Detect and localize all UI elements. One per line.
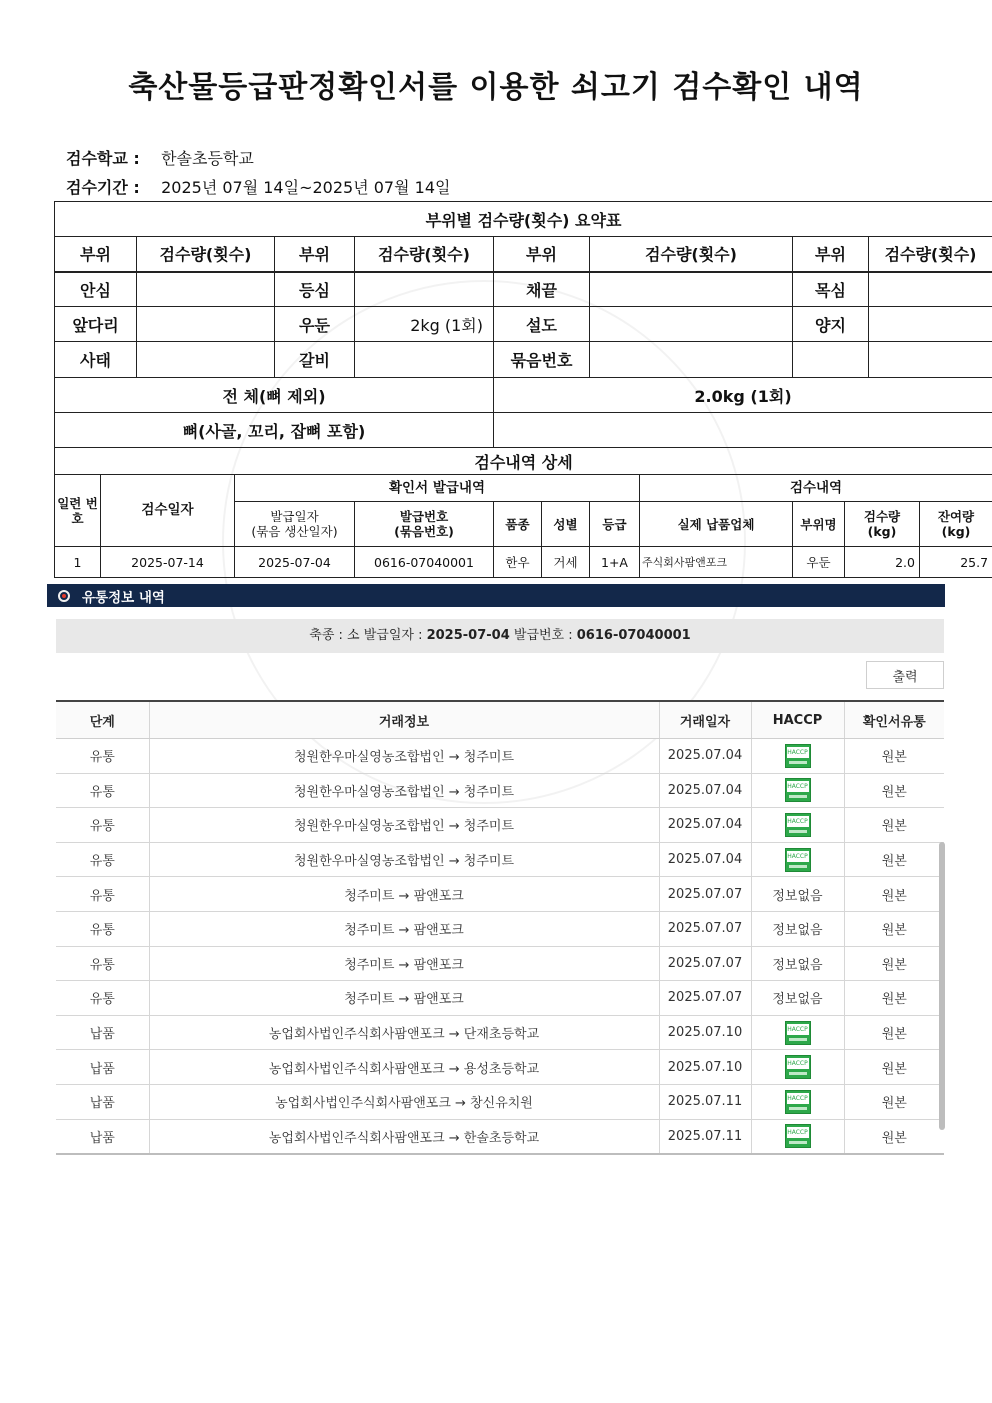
group-inspect: 검수내역 xyxy=(640,475,992,502)
col-issue-date xyxy=(235,502,355,547)
cert-cell: 원본 xyxy=(844,842,944,877)
part-cell: 우둔 xyxy=(793,547,845,578)
col-stage: 단계 xyxy=(56,701,149,739)
summary-mid: 발급번호 : xyxy=(509,628,577,643)
date-cell: 2025.07.07 xyxy=(659,911,751,946)
bone-label: 뼈(사골, 꼬리, 잡뼈 포함) xyxy=(55,413,494,448)
part-amount xyxy=(355,272,494,307)
part-amount xyxy=(590,342,793,378)
issue-no-cell: 0616-07040001 xyxy=(355,547,494,578)
detail-row xyxy=(55,547,992,578)
trade-cell: 청원한우마실영농조합법인 → 청주미트 xyxy=(149,808,659,843)
col-amount xyxy=(845,502,920,547)
part-amount xyxy=(137,272,275,307)
col-issue-no-sub: (묶음번호) xyxy=(394,524,454,539)
date-cell: 2025.07.10 xyxy=(659,1050,751,1085)
date-cell: 2025.07.11 xyxy=(659,1119,751,1154)
col-trade: 거래정보 xyxy=(149,701,659,739)
trade-cell: 청주미트 → 팜앤포크 xyxy=(149,946,659,981)
bone-value xyxy=(494,413,992,448)
haccp-icon xyxy=(785,1124,811,1148)
part-name: 설도 xyxy=(494,307,590,342)
trade-cell: 청원한우마실영농조합법인 → 청주미트 xyxy=(149,773,659,808)
haccp-cell xyxy=(751,911,844,946)
col-part: 부위 xyxy=(793,237,869,272)
inspection-table xyxy=(54,201,992,578)
cert-cell: 원본 xyxy=(844,1084,944,1119)
stage-cell: 납품 xyxy=(56,1119,149,1154)
cert-cell: 원본 xyxy=(844,911,944,946)
cert-cell: 원본 xyxy=(844,773,944,808)
haccp-cell xyxy=(751,1015,844,1050)
date-cell: 2025.07.07 xyxy=(659,981,751,1016)
date-cell: 2025.07.04 xyxy=(659,842,751,877)
col-sex: 성별 xyxy=(542,502,590,547)
total-label: 전 체(뼈 제외) xyxy=(55,378,494,413)
col-issue-no xyxy=(355,502,494,547)
part-amount xyxy=(137,307,275,342)
issue-date-cell: 2025-07-04 xyxy=(235,547,355,578)
trade-cell: 청원한우마실영농조합법인 → 청주미트 xyxy=(149,739,659,774)
col-cert: 확인서유통 xyxy=(844,701,944,739)
col-remain xyxy=(920,502,992,547)
school-value: 한솔초등학교 xyxy=(161,149,254,168)
haccp-cell xyxy=(751,842,844,877)
cert-cell: 원본 xyxy=(844,877,944,912)
haccp-cell xyxy=(751,1050,844,1085)
col-issue-no-label: 발급번호 xyxy=(399,509,449,524)
trade-cell: 청주미트 → 팜앤포크 xyxy=(149,981,659,1016)
haccp-icon xyxy=(785,744,811,768)
remain-cell: 25.7 xyxy=(920,547,992,578)
cert-cell: 원본 xyxy=(844,739,944,774)
haccp-icon xyxy=(785,1055,811,1079)
part-amount xyxy=(355,342,494,378)
haccp-text: 정보없음 xyxy=(772,957,823,973)
part-name: 사태 xyxy=(55,342,137,378)
summary-prefix: 축종 : 소 발급일자 : xyxy=(309,628,427,643)
haccp-icon xyxy=(785,848,811,872)
table-row xyxy=(56,981,944,1016)
date-cell: 2025.07.04 xyxy=(659,773,751,808)
date-cell: 2025.07.07 xyxy=(659,946,751,981)
table-row xyxy=(56,946,944,981)
haccp-icon xyxy=(785,1090,811,1114)
part-amount xyxy=(869,342,992,378)
cert-cell: 원본 xyxy=(844,1119,944,1154)
haccp-text: 정보없음 xyxy=(772,888,823,904)
col-amount: 검수량(횟수) xyxy=(590,237,793,272)
distribution-header xyxy=(47,584,945,607)
part-name: 목심 xyxy=(793,272,869,307)
table-row xyxy=(56,808,944,843)
haccp-cell xyxy=(751,773,844,808)
table-row xyxy=(56,877,944,912)
cert-cell: 원본 xyxy=(844,808,944,843)
trade-cell: 농업회사법인주식회사팜앤포크 → 한솔초등학교 xyxy=(149,1119,659,1154)
trade-cell: 농업회사법인주식회사팜앤포크 → 용성초등학교 xyxy=(149,1050,659,1085)
distribution-summary xyxy=(56,619,944,653)
stage-cell: 유통 xyxy=(56,808,149,843)
col-issue-date-sub: (묶음 생산일자) xyxy=(251,524,338,539)
col-supplier: 실제 납품업체 xyxy=(640,502,793,547)
stage-cell: 납품 xyxy=(56,1050,149,1085)
date-cell: 2025.07.10 xyxy=(659,1015,751,1050)
trade-cell: 농업회사법인주식회사팜앤포크 → 창신유치원 xyxy=(149,1084,659,1119)
part-name: 양지 xyxy=(793,307,869,342)
part-name: 앞다리 xyxy=(55,307,137,342)
cert-cell: 원본 xyxy=(844,1015,944,1050)
col-remain-unit: (kg) xyxy=(941,524,971,539)
serial-cell: 1 xyxy=(55,547,101,578)
period-value: 2025년 07월 14일~2025년 07월 14일 xyxy=(161,178,451,197)
haccp-cell xyxy=(751,739,844,774)
stage-cell: 유통 xyxy=(56,946,149,981)
col-inspect-date: 검수일자 xyxy=(101,475,235,547)
part-name: 등심 xyxy=(275,272,355,307)
school-info xyxy=(66,146,254,169)
distribution-header-title: 유통정보 내역 xyxy=(82,589,165,606)
col-part: 부위 xyxy=(55,237,137,272)
stage-cell: 유통 xyxy=(56,739,149,774)
cert-cell: 원본 xyxy=(844,1050,944,1085)
col-amount: 검수량(횟수) xyxy=(869,237,992,272)
haccp-text: 정보없음 xyxy=(772,923,823,939)
trade-cell: 농업회사법인주식회사팜앤포크 → 단재초등학교 xyxy=(149,1015,659,1050)
table-row xyxy=(56,1119,944,1154)
page-title: 축산물등급판정확인서를 이용한 쇠고기 검수확인 내역 xyxy=(128,70,864,105)
part-amount xyxy=(869,272,992,307)
part-amount xyxy=(869,307,992,342)
date-cell: 2025.07.04 xyxy=(659,739,751,774)
col-amount-label: 검수량 xyxy=(863,509,901,524)
distribution-table xyxy=(56,700,944,1155)
date-cell: 2025.07.11 xyxy=(659,1084,751,1119)
stage-cell: 유통 xyxy=(56,981,149,1016)
col-part: 부위 xyxy=(275,237,355,272)
col-amount: 검수량(횟수) xyxy=(137,237,275,272)
inspect-date-cell: 2025-07-14 xyxy=(101,547,235,578)
trade-cell: 청원한우마실영농조합법인 → 청주미트 xyxy=(149,842,659,877)
summary-date: 2025-07-04 xyxy=(426,628,510,643)
col-date: 거래일자 xyxy=(659,701,751,739)
total-value: 2.0kg (1회) xyxy=(494,378,992,413)
date-cell: 2025.07.07 xyxy=(659,877,751,912)
period-info xyxy=(66,175,450,198)
stage-cell: 유통 xyxy=(56,911,149,946)
table-row xyxy=(56,1050,944,1085)
cert-cell: 원본 xyxy=(844,946,944,981)
haccp-cell xyxy=(751,1084,844,1119)
part-amount xyxy=(137,342,275,378)
date-cell: 2025.07.04 xyxy=(659,808,751,843)
col-part-name: 부위명 xyxy=(793,502,845,547)
group-cert: 확인서 발급내역 xyxy=(235,475,640,502)
stage-cell: 납품 xyxy=(56,1084,149,1119)
haccp-cell xyxy=(751,946,844,981)
part-name: 우둔 xyxy=(275,307,355,342)
supplier-cell: 주식회사팜앤포크 xyxy=(640,547,793,578)
print-button[interactable]: 출력 xyxy=(866,661,944,689)
haccp-cell xyxy=(751,981,844,1016)
grade-cell: 1+A xyxy=(590,547,640,578)
table-row xyxy=(56,1084,944,1119)
stage-cell: 유통 xyxy=(56,877,149,912)
part-name: 안심 xyxy=(55,272,137,307)
part-name: 채끝 xyxy=(494,272,590,307)
haccp-icon xyxy=(785,813,811,837)
summary-no: 0616-07040001 xyxy=(576,628,691,643)
haccp-icon xyxy=(785,778,811,802)
scrollbar[interactable] xyxy=(939,842,945,1130)
col-haccp: HACCP xyxy=(751,701,844,739)
trade-cell: 청주미트 → 팜앤포크 xyxy=(149,911,659,946)
cert-cell: 원본 xyxy=(844,981,944,1016)
haccp-cell xyxy=(751,877,844,912)
target-icon xyxy=(58,590,70,602)
haccp-icon xyxy=(785,1021,811,1045)
table-row xyxy=(56,1015,944,1050)
col-remain-label: 잔여량 xyxy=(937,509,975,524)
part-name: 묶음번호 xyxy=(494,342,590,378)
col-amount: 검수량(횟수) xyxy=(355,237,494,272)
haccp-cell xyxy=(751,808,844,843)
table-row xyxy=(56,739,944,774)
sex-cell: 거세 xyxy=(542,547,590,578)
col-grade: 등급 xyxy=(590,502,640,547)
col-serial: 일련 번호 xyxy=(55,475,101,547)
col-part: 부위 xyxy=(494,237,590,272)
part-amount xyxy=(590,307,793,342)
stage-cell: 유통 xyxy=(56,842,149,877)
part-name xyxy=(793,342,869,378)
table-row xyxy=(56,773,944,808)
amount-cell: 2.0 xyxy=(845,547,920,578)
haccp-text: 정보없음 xyxy=(772,992,823,1008)
detail-title: 검수내역 상세 xyxy=(55,448,992,475)
table-row xyxy=(56,842,944,877)
col-issue-date-label: 발급일자 xyxy=(270,509,319,524)
table-row xyxy=(56,911,944,946)
stage-cell: 유통 xyxy=(56,773,149,808)
haccp-cell xyxy=(751,1119,844,1154)
breed-cell: 한우 xyxy=(494,547,542,578)
stage-cell: 납품 xyxy=(56,1015,149,1050)
part-amount: 2kg (1회) xyxy=(355,307,494,342)
trade-cell: 청주미트 → 팜앤포크 xyxy=(149,877,659,912)
period-label: 검수기간 : xyxy=(66,178,140,197)
col-breed: 품종 xyxy=(494,502,542,547)
summary-title: 부위별 검수량(횟수) 요약표 xyxy=(55,202,992,237)
part-amount xyxy=(590,272,793,307)
part-name: 갈비 xyxy=(275,342,355,378)
col-amount-unit: (kg) xyxy=(867,524,897,539)
school-label: 검수학교 : xyxy=(66,149,140,168)
